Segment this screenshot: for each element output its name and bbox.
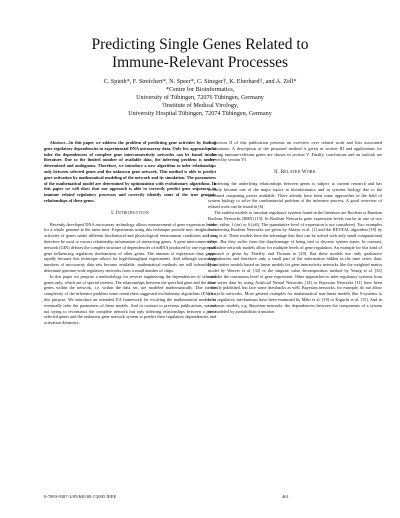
footer-copyright: 0-7803-9387-2/05/$20.00 ©2005 IEEE — [44, 494, 117, 499]
left-column — [44, 140, 216, 326]
affiliation-1: *Centre for Bioinformatics, — [165, 86, 235, 94]
section-heading-introduction: I. Introduction — [111, 210, 149, 216]
intro-paragraph-3: Section II of this publication presents an overview over related work and lists associated publications. A description of the proposed method is given in section III and applications for inferring immune-relevant genes are shown in section V. Finally, conclusions and an outlook are covered by section VI. — [208, 140, 382, 163]
affiliation-2: University of Tübingen, 72076 Tübingen, Germany — [136, 94, 264, 102]
intro-paragraph-1: Recently developed DNA microarray technology allows measurement of gene expression levels for a whole genome at the same time. Experiments using this technique provide new insights into activities of genes under different biochemical and physiological environment conditions and can therefore be used to extract relationship information of interacting genes. A gene interconnectivity network (GIN) defines the complex structure of dependencies of mRNA produced by one expressed gene influencing regulatory mechanisms of other genes. The amount of expression data grows rapidly because this technique allows for high-throughput experiments. And although increasing numbers of microarray data sets become available, mathematical methods are still infeasible to determine genome-wide regulatory networks from a small number of chips. — [44, 221, 216, 273]
related-work-paragraph-1: Inferring the underlying relationships between genes is subject to current research and has recently become one of the major topics in bioinformatics and in systems biology due to the increased computing power available. There already have been some approaches in the field of system biology to solve the combinatorial problem of the inference process. A good overview of related work can be found in [6]. — [208, 180, 382, 210]
paper-title-line-2: Immune-Relevant Processes — [111, 54, 289, 71]
paper-title-line-1: Predicting Single Genes Related to — [91, 36, 309, 53]
section-heading-related-work: II. Related Work — [274, 170, 316, 176]
abstract — [44, 140, 216, 204]
right-column — [208, 140, 382, 314]
affiliation-4: University Hospital Tübingen, 72074 Tübingen, Germany — [128, 110, 272, 118]
author-block — [0, 78, 400, 118]
author-list: C. Spieth*, F. Streichert*, N. Speer*, C. Sinzger†, K. Eberhard†, and A. Zell* — [103, 78, 297, 85]
related-work-paragraph-2: The earliest models to simulate regulatory systems found in the literature are Boolean or Random Boolean Networks (RBN) [13]. In Boolean Networks gene expression levels can be in one of two states: either 1 (on) or 0 (off). The quantitative level of expression is not considered. Two examples for inferring Boolean Networks are given by Akutsu et al. [1] and the REVEAL algorithm [18] by Liang et al. These models have the advantage that they can be solved with only small computational effort. But they suffer from the disadvantage of being tied to discrete system states. In contrast, qualitative network models allow for multiple levels of gene regulation. An example for this kind of approach is given by Thieffry and Thomas in [29]. But these models use only qualitative dependencies and therefore only a small part of the information hidden in the time series data. Quantitative models based on linear models for gene interactivity networks like the weighted matrix model by Weaver et al. [32] or the singular value decomposition method by Yeung et al. [33] consider the continuous level of gene expression. Other approaches to infer regulatory systems from time series data by using Artificial Neural Networks [14] or Bayesian Networks [11] have been recently published, but face some drawbacks as well. Bayesian networks, for example, do not allow for cyclic networks. More general examples for mathematical non-linear models like S-systems to infer regulatory mechanisms have been examined by Maki et al. [19] or Kiguchi et al. [15]. And in stochastic models, e.g. Bayesian networks, the dependencies between the components of a system are modeled by probabilistic transition — [208, 209, 382, 314]
affiliation-3: †Institute of Medical Virology, — [161, 102, 239, 110]
abstract-text: —In this paper we address the problem of predicting gene activities by finding gene regulatory dependencies in experimental DNA microarray data. Only few approaches to infer the dependencies of complete gene interconnectivity networks can be found in the literature. Due to the limited number of available data, the inferring problem is under-determined and ambiguous. Therefore, we introduce a new algorithm to infer relationships only between selected genes and the unknown gene network. This method is able to predict gene activation by mathematical modeling of the network and its simulation. The parameters of the mathematical model are determined by optimization with evolutionary algorithms. In this paper we will show that our approach is able to correctly predict gene sequences in immune related regulatory processes and correctly identify some of the true genomic relationships of these genes. — [44, 140, 216, 203]
page-number: 461 — [282, 494, 289, 499]
abstract-label: Abstract — [50, 140, 65, 145]
intro-paragraph-2: In this paper we propose a methodology for reverse engineering the dependencies of selected genes only, which are of special interest. The relationships between the specified gene and the other genes within the network, i.e. within the data set, are modeled mathematically. Due to the complexity of the inference problem some researchers suggested evolutionary algorithms (EA) for this purpose. We introduce an extended EA framework for evolving the mathematical models to eventually infer the parameters of these models. And in contrast to previous publications, we are not trying to reconstruct the complete network but only inferring relationships between a priori selected genes and the unknown gene network system to predict their regulatory dependencies and activation dynamics. — [44, 273, 216, 326]
